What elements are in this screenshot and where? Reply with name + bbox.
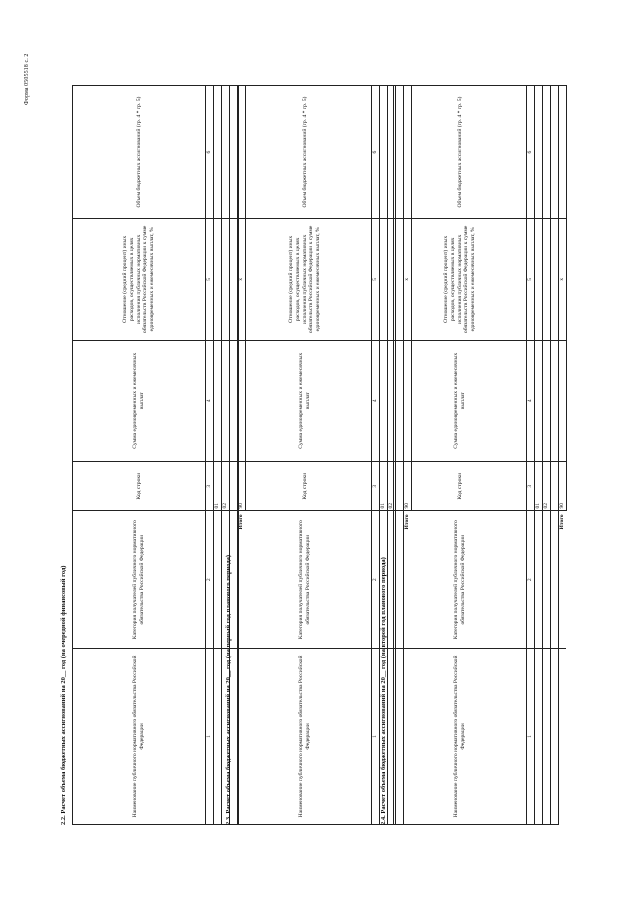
header-line-code: Код строки bbox=[239, 461, 372, 511]
total-line-code: 90 bbox=[403, 461, 411, 511]
col-index-5: 5 bbox=[206, 219, 214, 340]
header-recipient-category: Категория получателей публичного нормативного обязательства Российской Федерации bbox=[239, 511, 372, 648]
cell[interactable] bbox=[550, 340, 558, 461]
header-other-expenses-ratio: Отношение (средний процент) иных расходов, осуществляемых в целях исполнения публичных нормативных обязательств Российской Федерации к сумме единовременных и ежемесячных выплат, % bbox=[73, 219, 206, 340]
col-index-5: 5 bbox=[527, 219, 535, 340]
line-code bbox=[229, 461, 237, 511]
cell[interactable] bbox=[213, 86, 221, 219]
section-2-4-title: 2.4. Расчет объема бюджетных ассигнований на 20__ год (на второй год планового периода) bbox=[380, 557, 387, 825]
cell[interactable] bbox=[229, 86, 237, 219]
total-ratio-x: x bbox=[558, 219, 566, 340]
total-label: Итого bbox=[404, 514, 411, 530]
header-other-expenses-ratio: Отношение (средний процент) иных расходов, осуществляемых в целях исполнения публичных нормативных обязательств Российской Федерации к сумме единовременных и ежемесячных выплат, % bbox=[394, 219, 527, 340]
header-budget-allocation: Объем бюджетных ассигнований (гр. 4 * гр. 5) bbox=[73, 86, 206, 219]
cell[interactable] bbox=[221, 219, 229, 340]
header-line-code: Код строки bbox=[394, 461, 527, 511]
cell[interactable] bbox=[213, 511, 221, 648]
cell[interactable] bbox=[221, 86, 229, 219]
table-row bbox=[550, 86, 558, 825]
cell[interactable] bbox=[550, 511, 558, 648]
section-2-4-table bbox=[393, 85, 567, 825]
total-line-code: 90 bbox=[237, 461, 245, 511]
section-2-2-table bbox=[72, 85, 246, 825]
cell[interactable] bbox=[229, 340, 237, 461]
cell[interactable] bbox=[542, 511, 550, 648]
header-other-expenses-ratio: Отношение (средний процент) иных расходов, осуществляемых в целях исполнения публичных нормативных обязательств Российской Федерации к сумме единовременных и ежемесячных выплат, % bbox=[239, 219, 372, 340]
total-label: Итого bbox=[559, 514, 566, 530]
cell[interactable] bbox=[534, 86, 542, 219]
cell[interactable] bbox=[534, 219, 542, 340]
cell[interactable] bbox=[534, 511, 542, 648]
cell[interactable] bbox=[550, 648, 558, 824]
header-line-code: Код строки bbox=[73, 461, 206, 511]
col-index-2: 2 bbox=[206, 511, 214, 648]
cell[interactable] bbox=[542, 648, 550, 824]
col-index-4: 4 bbox=[527, 340, 535, 461]
cell[interactable] bbox=[213, 219, 221, 340]
col-index-1: 1 bbox=[527, 648, 535, 824]
col-index-1: 1 bbox=[206, 648, 214, 824]
col-index-3: 3 bbox=[372, 461, 380, 511]
total-ratio-x: x bbox=[237, 219, 245, 340]
header-payments-sum: Сумма единовременных и ежемесячных выплат bbox=[239, 340, 372, 461]
col-index-4: 4 bbox=[372, 340, 380, 461]
header-recipient-category: Категория получателей публичного нормативного обязательства Российской Федерации bbox=[73, 511, 206, 648]
col-index-5: 5 bbox=[372, 219, 380, 340]
cell[interactable] bbox=[213, 340, 221, 461]
cell[interactable] bbox=[534, 340, 542, 461]
line-code: 02 bbox=[221, 461, 229, 511]
total-ratio-x: x bbox=[403, 219, 411, 340]
form-number: Форма 0505518 с. 2 bbox=[24, 53, 30, 105]
total-row bbox=[558, 86, 566, 825]
col-index-3: 3 bbox=[527, 461, 535, 511]
header-obligation-name: Наименование публичного нормативного обязательства Российской Федерации bbox=[73, 648, 206, 824]
header-obligation-name: Наименование публичного нормативного обязательства Российской Федерации bbox=[239, 648, 372, 824]
line-code: 02 bbox=[387, 461, 395, 511]
line-code bbox=[550, 461, 558, 511]
section-2-3-title: 2.3. Расчет объема бюджетных ассигнований на 20__ год (на первый год планового периода) bbox=[225, 554, 232, 825]
table-row bbox=[213, 86, 221, 825]
total-label: Итого bbox=[238, 514, 245, 530]
col-index-2: 2 bbox=[527, 511, 535, 648]
header-obligation-name: Наименование публичного нормативного обязательства Российской Федерации bbox=[394, 648, 527, 824]
cell[interactable] bbox=[229, 219, 237, 340]
line-code: 02 bbox=[542, 461, 550, 511]
header-recipient-category: Категория получателей публичного нормативного обязательства Российской Федерации bbox=[394, 511, 527, 648]
cell[interactable] bbox=[558, 86, 566, 219]
blank bbox=[558, 648, 566, 824]
col-index-2: 2 bbox=[372, 511, 380, 648]
cell[interactable] bbox=[379, 340, 387, 461]
col-index-6: 6 bbox=[372, 86, 380, 219]
header-budget-allocation: Объем бюджетных ассигнований (гр. 4 * гр. 5) bbox=[394, 86, 527, 219]
cell[interactable] bbox=[534, 648, 542, 824]
header-budget-allocation: Объем бюджетных ассигнований (гр. 4 * гр. 5) bbox=[239, 86, 372, 219]
col-index-4: 4 bbox=[206, 340, 214, 461]
cell[interactable] bbox=[542, 86, 550, 219]
table-row bbox=[534, 86, 542, 825]
cell[interactable] bbox=[550, 86, 558, 219]
col-index-6: 6 bbox=[527, 86, 535, 219]
header-payments-sum: Сумма единовременных и ежемесячных выплат bbox=[394, 340, 527, 461]
cell[interactable] bbox=[542, 340, 550, 461]
table-row bbox=[542, 86, 550, 825]
cell[interactable] bbox=[221, 340, 229, 461]
header-payments-sum: Сумма единовременных и ежемесячных выплат bbox=[73, 340, 206, 461]
line-code: 01 bbox=[534, 461, 542, 511]
cell[interactable] bbox=[542, 219, 550, 340]
cell[interactable] bbox=[213, 648, 221, 824]
total-line-code: 90 bbox=[558, 461, 566, 511]
col-index-1: 1 bbox=[372, 648, 380, 824]
cell[interactable] bbox=[379, 219, 387, 340]
cell[interactable] bbox=[379, 86, 387, 219]
col-index-3: 3 bbox=[206, 461, 214, 511]
cell[interactable] bbox=[550, 219, 558, 340]
col-index-6: 6 bbox=[206, 86, 214, 219]
cell[interactable] bbox=[558, 340, 566, 461]
line-code: 01 bbox=[213, 461, 221, 511]
section-2-2-title: 2.2. Расчет объема бюджетных ассигнований на 20__ год (на очередной финансовый год) bbox=[60, 565, 67, 825]
line-code: 01 bbox=[379, 461, 387, 511]
